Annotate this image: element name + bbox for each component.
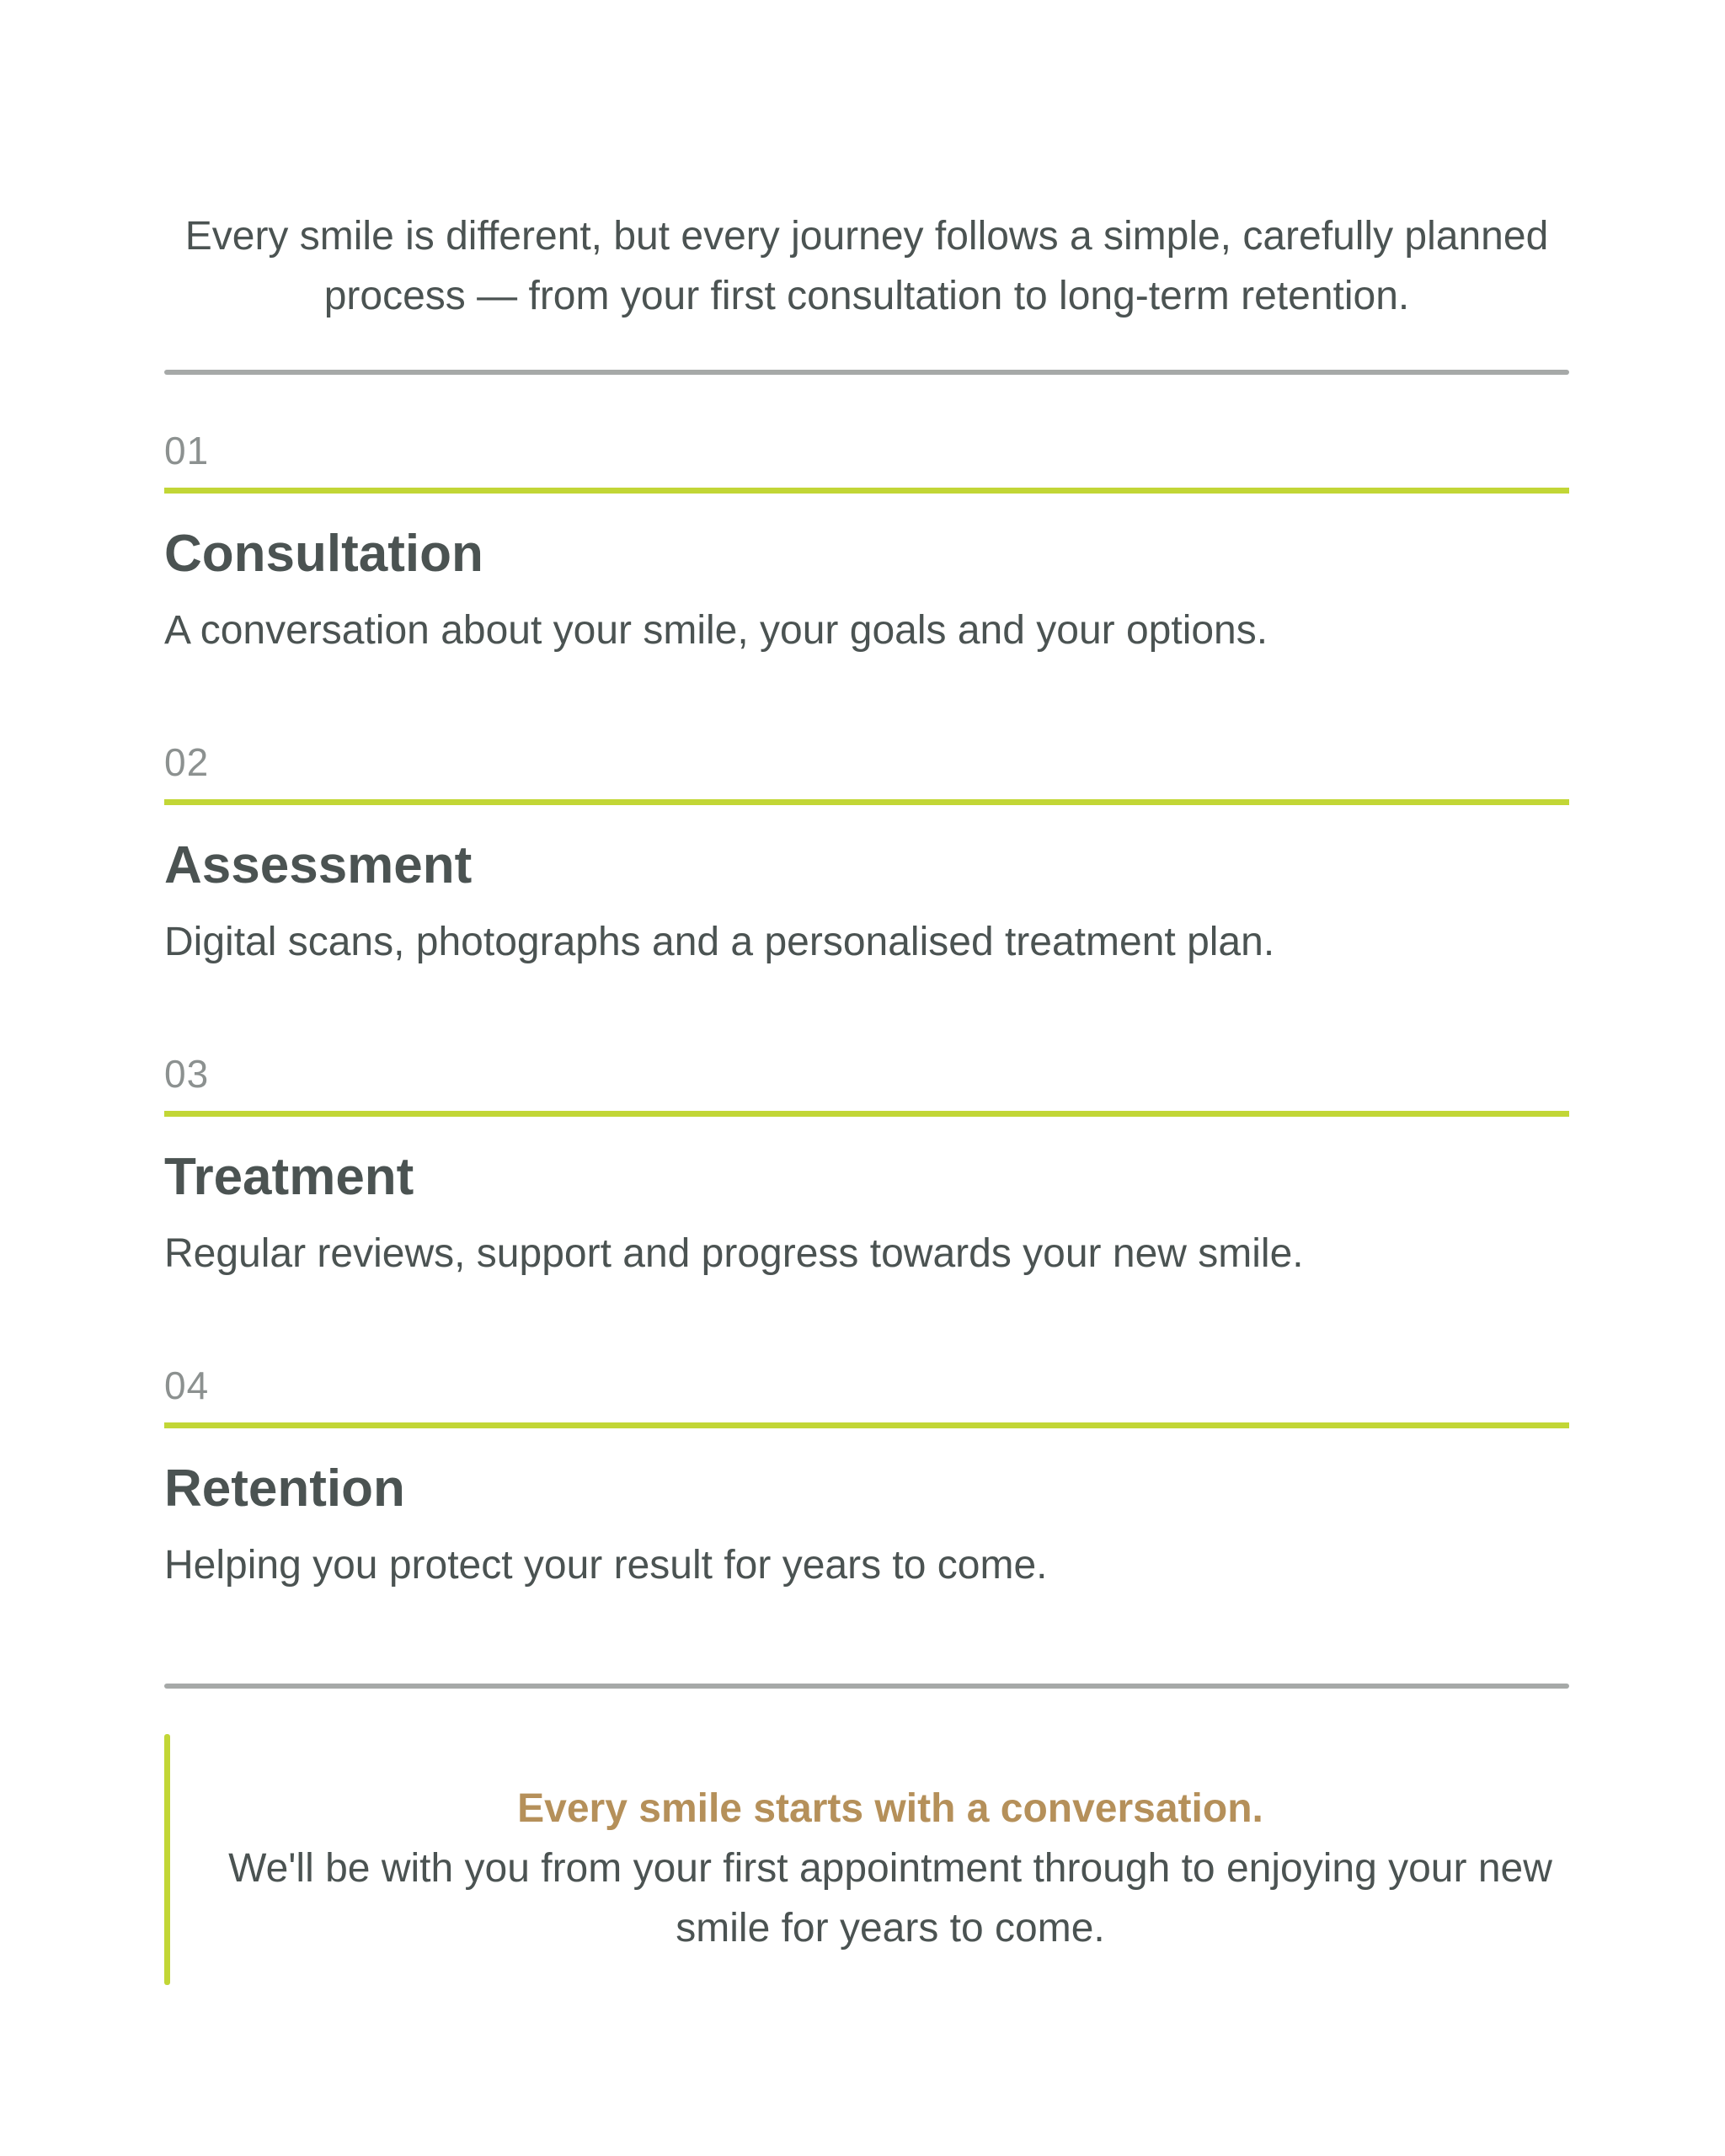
top-divider	[164, 370, 1569, 375]
step-title: Consultation	[164, 525, 483, 583]
step-number: 02	[164, 740, 210, 784]
step-number: 04	[164, 1364, 210, 1407]
step-number: 01	[164, 429, 210, 472]
callout-accent-bar	[164, 1734, 170, 1985]
callout-text	[215, 1779, 1566, 1958]
step-divider	[164, 1422, 1569, 1428]
callout-body: We'll be with you from your first appointment through to enjoying your new smile for years to come.	[228, 1846, 1552, 1951]
callout-quote	[164, 1734, 1569, 1985]
step-description: Regular reviews, support and progress towards your new smile.	[164, 1231, 1304, 1276]
step-divider	[164, 1111, 1569, 1117]
step-title: Treatment	[164, 1148, 414, 1206]
step-description: Digital scans, photographs and a personalised treatment plan.	[164, 920, 1275, 964]
step-number: 03	[164, 1052, 210, 1096]
step-title: Assessment	[164, 836, 473, 894]
callout-headline: Every smile starts with a conversation.	[517, 1786, 1263, 1831]
step-description: Helping you protect your result for years to come.	[164, 1543, 1048, 1588]
step-divider	[164, 488, 1569, 494]
bottom-divider	[164, 1684, 1569, 1689]
step-divider	[164, 799, 1569, 805]
step-description: A conversation about your smile, your goals and your options.	[164, 608, 1268, 653]
intro-text: Every smile is different, but every journey follows a simple, carefully planned process — from your first consultation to long-term retention.	[184, 214, 1549, 318]
step-title: Retention	[164, 1460, 405, 1518]
